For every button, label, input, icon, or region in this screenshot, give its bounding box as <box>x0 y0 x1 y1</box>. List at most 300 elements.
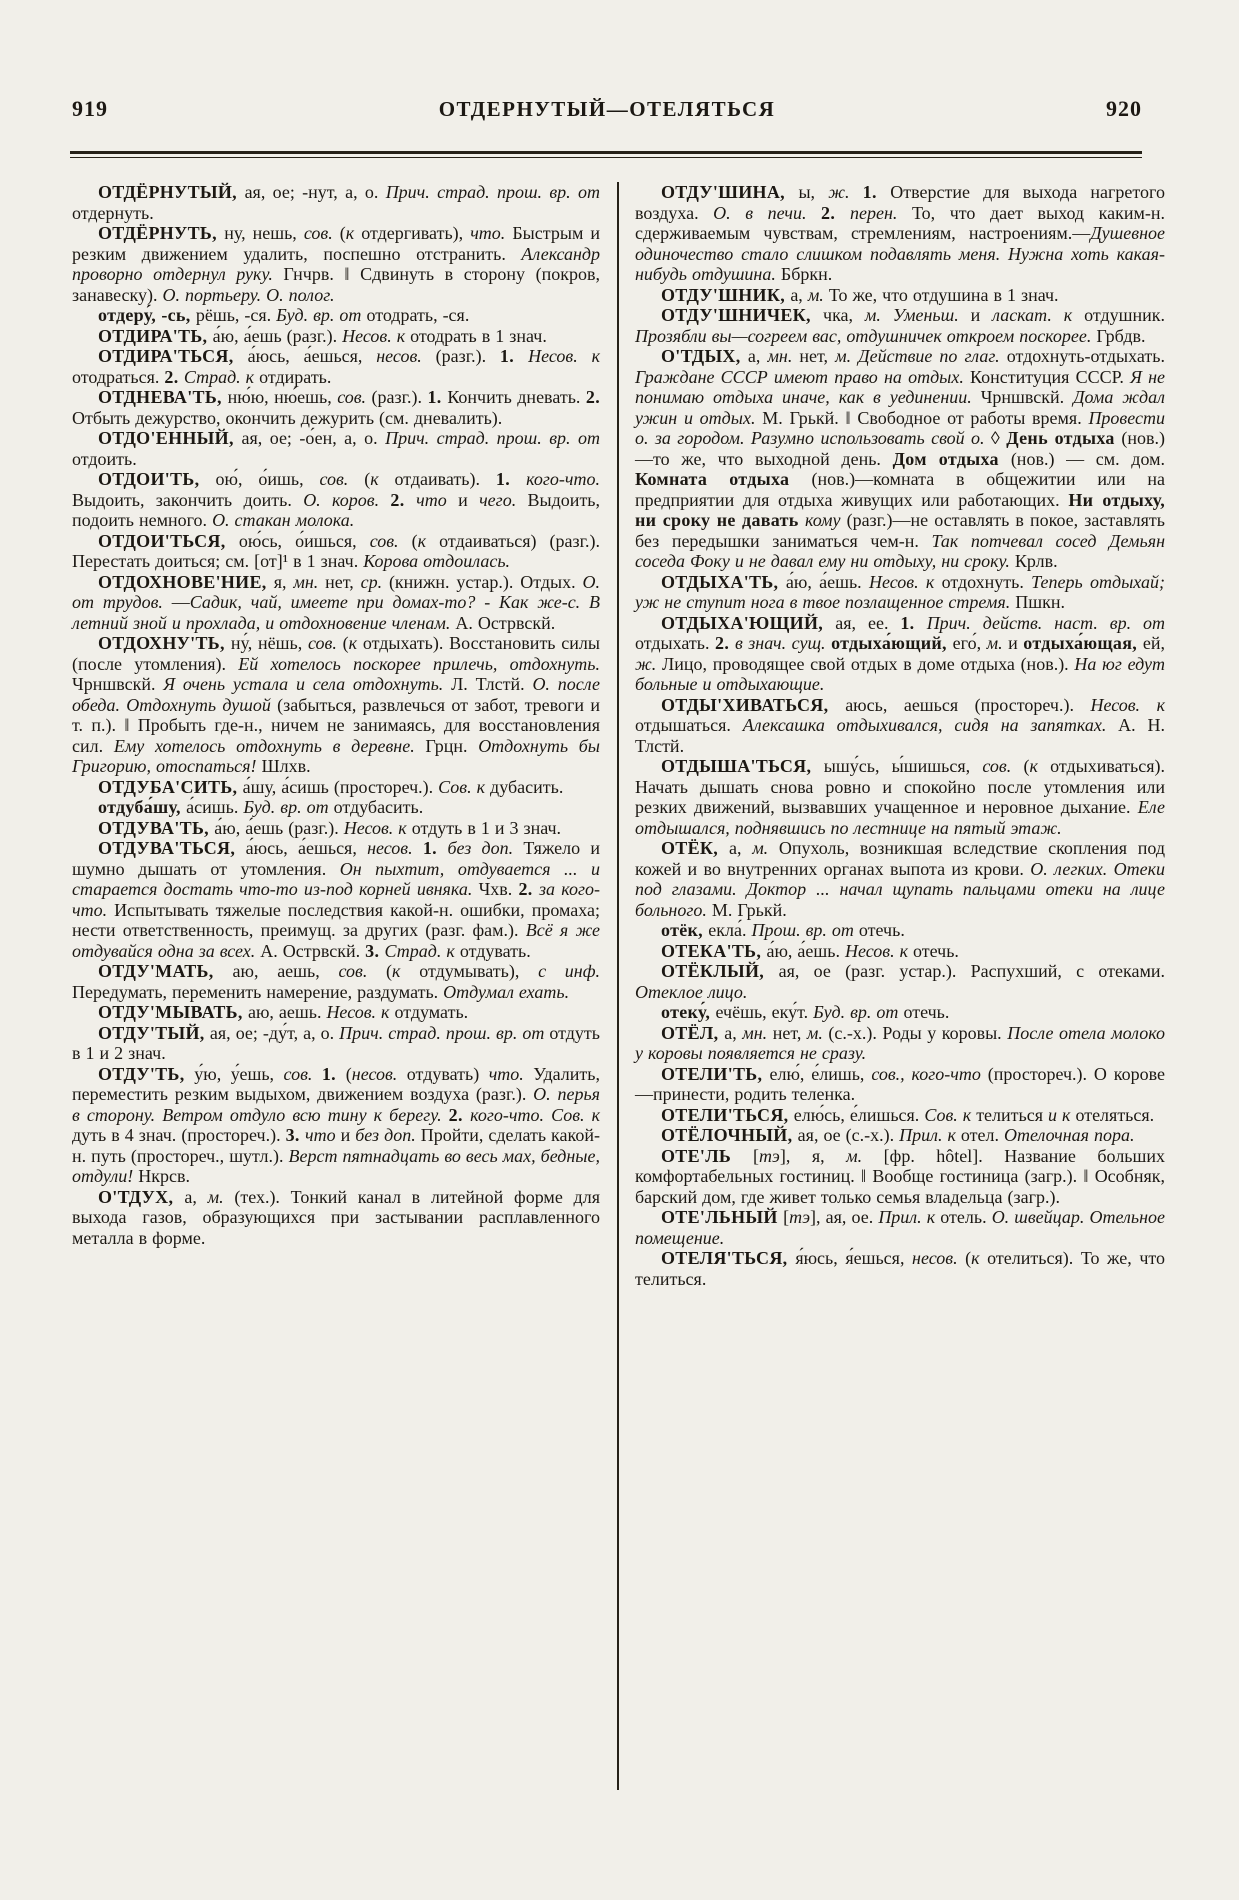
bold-text: ОТДУ'ШНИК, <box>661 284 791 305</box>
italic-text: Александр проворно отдернул руку. <box>72 243 600 284</box>
italic-text: Ей хотелось поскорее прилечь, отдохнуть. <box>238 653 600 674</box>
plain-text: (разг.). <box>435 346 500 366</box>
plain-text: отечь. <box>858 920 905 940</box>
italic-text: ласкат. к <box>992 305 1085 325</box>
plain-text: ышу́сь, ы́шишься, <box>823 756 983 776</box>
plain-text: Грбдв. <box>1096 325 1146 346</box>
bold-text: отеку́, <box>661 1002 716 1022</box>
italic-text: Несов. к <box>342 325 411 346</box>
plain-text: Конституция СССР. <box>970 366 1131 387</box>
italic-text: кого-что. <box>470 1104 552 1125</box>
bold-text: Ни отдыху, ни сроку не давать <box>635 489 1165 530</box>
italic-text: Прил. к <box>878 1207 941 1227</box>
plain-text: А. Н. Тлстй. <box>635 715 1165 756</box>
plain-text: аю, аешь, <box>232 961 339 981</box>
dictionary-entry <box>635 1002 1165 1023</box>
plain-text: нет, <box>799 346 836 366</box>
bold-text: О'ТДУХ, <box>98 1186 185 1207</box>
plain-text: а́юсь, а́ешься, <box>245 838 368 858</box>
plain-text: ая, ое (разг. устар.). Распухший, с отеками. <box>778 961 1166 981</box>
bold-text: 1. <box>422 838 448 858</box>
bold-text: ОТДУВА'ТЬСЯ, <box>98 838 246 858</box>
dictionary-entry <box>635 1125 1165 1146</box>
plain-text: аюсь, аешься (простореч.). <box>845 694 1091 715</box>
dictionary-entry <box>72 633 600 777</box>
bold-text: Дом отдыха <box>892 448 1011 469</box>
plain-text: ( <box>364 469 371 489</box>
italic-text: Прил. к <box>899 1125 961 1145</box>
plain-text: Шлхв. <box>261 756 311 776</box>
dictionary-entry <box>72 531 600 572</box>
italic-text: сов. <box>283 1063 322 1084</box>
bold-text: ОТДО'ЕННЫЙ, <box>98 428 242 448</box>
plain-text: отдумать. <box>394 1002 469 1022</box>
italic-text: Отдумал ехать. <box>443 981 570 1002</box>
column-divider <box>617 182 619 1790</box>
plain-text: нет, <box>772 1022 807 1043</box>
plain-text: отдыхать). Восстановить силы (после утомления). <box>72 633 601 674</box>
dictionary-entry <box>635 572 1165 613</box>
italic-text: Отеклое лицо. <box>635 981 748 1002</box>
italic-text: О. после обеда. Отдохнуть душой <box>72 674 601 715</box>
plain-text: отечь. <box>903 1002 950 1022</box>
dictionary-entry <box>72 469 600 531</box>
bold-text: 1. <box>900 612 927 633</box>
dictionary-entry <box>635 305 1165 346</box>
italic-text: Всё я же отдувайся одна за всех. <box>72 920 600 961</box>
plain-text: чка, <box>823 305 865 325</box>
italic-text: ж. <box>828 182 863 202</box>
italic-text: сов. <box>337 387 372 407</box>
italic-text: в знач. сущ. <box>734 633 832 653</box>
left-column <box>72 182 600 1248</box>
plain-text: ая, ое; -ду́т, а, о. <box>209 1022 340 1043</box>
bold-text: ОТДЁРНУТЫЙ, <box>98 182 245 202</box>
bold-text: 2. <box>390 489 417 510</box>
italic-text: несов. <box>912 1248 966 1268</box>
italic-text: Прич. страд. прош. вр. от <box>385 182 600 202</box>
dictionary-entry <box>72 572 600 634</box>
italic-text: Несов. к <box>528 346 600 366</box>
italic-text: м. <box>807 284 829 305</box>
italic-text: м. <box>986 633 1009 653</box>
plain-text: а́ю, а́ешь. <box>766 940 845 961</box>
italic-text: сов. <box>308 633 343 653</box>
italic-text: Прош. вр. от <box>751 920 859 940</box>
dictionary-entry <box>72 1023 600 1064</box>
italic-text: м. <box>806 1022 829 1043</box>
italic-text: к <box>348 633 363 653</box>
italic-text: кого-что. <box>526 469 601 489</box>
plain-text: То же, что отдушина в 1 знач. <box>828 284 1059 305</box>
plain-text: ( <box>1023 756 1030 776</box>
plain-text: а́юсь, а́ешься, <box>247 346 377 366</box>
plain-text: а, <box>724 1022 743 1043</box>
plain-text: отодрать, -ся. <box>366 305 470 325</box>
plain-text: рёшь, -ся. <box>195 305 277 325</box>
bold-text: ОТДЫХА'ЮЩИЙ, <box>661 612 836 633</box>
bold-text: ОТДУ'ШНИЧЕК, <box>661 305 824 325</box>
italic-text: ср. <box>360 571 389 592</box>
bold-text: ОТДОИ'ТЬ, <box>98 469 216 489</box>
italic-text: Теперь отдыхай; уж не ступит нога в твое позлащенное стремя. <box>635 571 1166 612</box>
plain-text: дуть в 4 знач. (простореч.). <box>72 1125 286 1145</box>
running-header <box>72 96 1142 122</box>
italic-text: Буд. вр. от <box>813 1002 904 1022</box>
italic-text: Несов. к <box>844 940 913 961</box>
plain-text: Пшкн. <box>1015 592 1065 612</box>
italic-text: Отелочная пора. <box>1004 1125 1135 1145</box>
italic-text: кому <box>804 510 847 530</box>
italic-text: О. в печи. <box>713 202 822 223</box>
italic-text: к <box>392 961 420 981</box>
plain-text: Чхв. <box>478 879 519 899</box>
italic-text: к <box>1029 756 1051 776</box>
plain-text: екла́. <box>708 920 752 940</box>
bold-text: ОТЁКЛЫЙ, <box>661 961 779 981</box>
bold-text: ОТДЫША'ТЬСЯ, <box>661 756 824 776</box>
italic-text: мн. <box>742 1022 773 1043</box>
plain-text: Крлв. <box>1014 551 1058 571</box>
dictionary-entry <box>72 305 600 326</box>
plain-text: ( <box>411 530 418 551</box>
bold-text: ОТДИРА'ТЬСЯ, <box>98 346 248 366</box>
plain-text: ( <box>342 633 349 653</box>
bold-text: 2. <box>821 202 851 223</box>
plain-text: елю́сь, е́лишься. <box>793 1104 925 1125</box>
italic-text: О. портьеру. О. полог. <box>162 284 335 305</box>
bold-text: отдыха́ющая, <box>1023 633 1143 653</box>
bold-text: ОТДНЕВА'ТЬ, <box>98 387 228 407</box>
plain-text: ну́, нёшь, <box>230 633 308 653</box>
dictionary-entry <box>635 1248 1165 1289</box>
bold-text: ОТДУВА'ТЬ, <box>98 817 215 838</box>
italic-text: м. Действие по глаг. <box>835 346 1007 366</box>
plain-text: отдуть в 1 и 3 знач. <box>411 817 562 838</box>
italic-text: Я очень устала и села отдохнуть. <box>163 674 452 694</box>
plain-text: М. Грькй. ‖ Свободное от работы время. <box>762 407 1089 428</box>
plain-text: — <box>171 592 190 612</box>
dictionary-entry <box>635 695 1165 757</box>
plain-text: а́ю, а́ешь (разг.). <box>212 325 343 346</box>
italic-text: что. <box>488 1063 534 1084</box>
plain-text: (книжн. устар.). Отдых. <box>388 571 583 592</box>
plain-text: (разг.). <box>371 387 428 407</box>
italic-text: Ему хотелось отдохнуть в деревне. <box>113 735 426 756</box>
plain-text: А. Острвскй. <box>260 940 366 961</box>
plain-text: отдохнуть. <box>941 571 1032 592</box>
dictionary-entry <box>635 1105 1165 1126</box>
italic-text: Прич. страд. прош. вр. от <box>385 428 600 448</box>
plain-text: ], ая, ое. <box>810 1207 879 1227</box>
plain-text: аю, аешь. <box>247 1002 327 1022</box>
plain-text: а́шу, а́сишь (простореч.). <box>242 776 439 797</box>
bold-text: 2. <box>715 633 735 653</box>
plain-text: и <box>340 1125 356 1145</box>
plain-text: отдаиваться) (разг.). Перестать доиться; см. [от]¹ в 1 знач. <box>72 530 600 571</box>
plain-text: отдоить. <box>72 448 137 469</box>
plain-text: отеляться. <box>1075 1104 1155 1125</box>
italic-text: Алексашка отдыхивался, сидя на запятках. <box>742 715 1119 735</box>
bold-text: ОТДУ'МЫВАТЬ, <box>98 1002 248 1022</box>
plain-text: ей, <box>1142 633 1165 653</box>
plain-text: Отверстие для выхода нагретого воздуха. <box>635 182 1165 223</box>
plain-text: Тяжело и шумно дышать от утомления. <box>72 838 600 879</box>
italic-text: к <box>370 469 395 489</box>
plain-text: Выдоить, подоить немного. <box>72 489 601 530</box>
plain-text: [ <box>752 1145 759 1166</box>
italic-text: мн. <box>767 346 800 366</box>
italic-text: О. легких. Отеки под глазами. Доктор ... начал щупать пальцами отеки на лице больного. <box>635 858 1166 920</box>
dictionary-entry <box>635 756 1165 838</box>
plain-text: и <box>458 489 480 510</box>
plain-text: отелиться). То же, что телиться. <box>635 1248 1166 1289</box>
plain-text: я́юсь, я́ешься, <box>795 1248 913 1268</box>
plain-text: Передумать, переменить намерение, раздумать. <box>72 981 444 1002</box>
italic-text: к <box>345 223 362 243</box>
italic-text: Буд. вр. от <box>243 797 334 817</box>
plain-text: [фр. hôtel]. Название больших комфортабельных гостиниц. ‖ Вообще гостиница (загр.). ‖ Особняк, барский дом, где живет только семья владельца (загр.). <box>635 1145 1166 1207</box>
dictionary-entry <box>635 1207 1165 1248</box>
plain-text: и <box>970 305 993 325</box>
plain-text: Пройти, сделать какой-н. путь (простореч., шутл.). <box>72 1125 600 1166</box>
plain-text: отдергивать), <box>361 223 471 243</box>
italic-text: без доп. <box>447 838 524 858</box>
page-number-right: 920 <box>1106 96 1142 121</box>
italic-text: ж. <box>635 653 662 674</box>
bold-text: 2. <box>518 879 540 899</box>
italic-text: к <box>417 530 440 551</box>
italic-text: Провести о. за городом. Разумно использовать свой о. <box>635 407 1165 448</box>
bold-text: ОТДУ'МАТЬ, <box>98 961 233 981</box>
plain-text: Отбыть дежурство, окончить дежурить (см. дневалить). <box>72 407 503 428</box>
plain-text: отель. <box>940 1207 992 1227</box>
plain-text: ( <box>386 961 393 981</box>
italic-text: что <box>305 1125 341 1145</box>
plain-text: а́сишь. <box>186 797 244 817</box>
plain-text: отдуть в 1 и 2 знач. <box>72 1022 600 1063</box>
plain-text: (нов.) — см. дом. <box>1010 448 1165 469</box>
plain-text: Л. Тлстй. <box>451 674 533 694</box>
bold-text: ОТДЁРНУТЬ, <box>98 223 225 243</box>
bold-text: 3. <box>285 1125 306 1145</box>
plain-text: (нов.)—комната в общежитии или на предприятии для отдыха живущих или работающих. <box>635 469 1165 510</box>
dictionary-entry <box>635 1023 1165 1064</box>
italic-text: м. <box>752 838 779 858</box>
bold-text: 1. <box>862 182 891 202</box>
plain-text: Чрншвскй. <box>72 674 164 694</box>
plain-text: Нкрсв. <box>138 1166 190 1186</box>
plain-text: ая, ое; -нут, а, о. <box>244 182 386 202</box>
italic-text: Прич. страд. прош. вр. от <box>339 1022 550 1043</box>
bold-text: О'ТДЫХ, <box>661 346 748 366</box>
italic-text: Он пыхтит, отдувается ... и старается достать что-то из-под корней ивняка. <box>72 858 600 899</box>
bold-text: отдеру́, -сь, <box>98 305 196 325</box>
plain-text: ая, ое; -о́ен, а, о. <box>241 428 386 448</box>
italic-text: тэ <box>758 1145 780 1166</box>
dictionary-entry <box>635 941 1165 962</box>
italic-text: сов., кого-что <box>871 1063 988 1084</box>
plain-text: ою́, о́ишь, <box>215 469 320 489</box>
plain-text: Удалить, переместить резким выдыхом, движением воздуха (разг.). <box>72 1063 600 1104</box>
italic-text: Отдохнуть бы Григорию, отоспаться! <box>72 735 600 776</box>
plain-text: а́ю, а́ешь. <box>785 571 869 592</box>
italic-text: Несов. к <box>1090 694 1165 715</box>
plain-text: отдышаться. <box>635 715 743 735</box>
dictionary-entry <box>72 797 600 818</box>
italic-text: мн. <box>293 571 326 592</box>
italic-text: Прич. действ. наст. вр. от <box>926 612 1165 633</box>
italic-text: за кого-что. <box>72 879 600 920</box>
plain-text: а́ю, а́ешь (разг.). <box>214 817 344 838</box>
italic-text: О. коров. <box>303 489 391 510</box>
italic-text: сов. <box>369 530 412 551</box>
italic-text: Сов. к <box>924 1104 977 1125</box>
dictionary-entry <box>635 346 1165 572</box>
italic-text: Граждане СССР имеют право на отдых. <box>635 366 971 387</box>
plain-text: ню́ю, ню́ешь, <box>227 387 338 407</box>
italic-text: Страд. к <box>183 366 260 387</box>
italic-text: О. швейцар. Отельное помещение. <box>635 1207 1165 1248</box>
dictionary-entry <box>635 285 1165 306</box>
plain-text: у́ю, у́ешь, <box>194 1063 284 1084</box>
bold-text: ОТДОИ'ТЬСЯ, <box>98 530 239 551</box>
dictionary-entry <box>635 920 1165 941</box>
plain-text: ( <box>345 1063 352 1084</box>
italic-text: к <box>971 1248 988 1268</box>
italic-text: м. <box>207 1186 235 1207</box>
header-rule <box>70 151 1142 158</box>
bold-text: День отдыха <box>1006 428 1122 448</box>
bold-text: ОТДУБА'СИТЬ, <box>98 776 243 797</box>
plain-text: дубасить. <box>490 776 564 797</box>
plain-text: отдубасить. <box>333 797 424 817</box>
bold-text: ОТЕЛЯ'ТЬСЯ, <box>661 1248 796 1268</box>
plain-text: отечь. <box>913 940 959 961</box>
italic-text: Прозябли вы—согреем вас, отдушничек откроем поскорее. <box>635 325 1097 346</box>
plain-text: а, <box>184 1186 208 1207</box>
italic-text: перен. <box>850 202 912 223</box>
dictionary-entry <box>72 346 600 387</box>
plain-text: отдаивать). <box>394 469 496 489</box>
plain-text: а, <box>729 838 753 858</box>
bold-text: ОТЕ'ЛЬ <box>661 1145 753 1166</box>
bold-text: 1. <box>499 346 529 366</box>
plain-text: (тех.). Тонкий канал в литейной форме для выхода газов, образующихся при застывании расплавленного металла в форме. <box>72 1186 600 1248</box>
italic-text: Несов. к <box>868 571 942 592</box>
right-column <box>635 182 1165 1289</box>
dictionary-entry <box>72 961 600 1002</box>
italic-text: Несов. к <box>343 817 412 838</box>
dictionary-entry <box>72 818 600 839</box>
plain-text: отдернуть. <box>72 202 154 223</box>
italic-text: О. от трудов. <box>72 571 600 612</box>
italic-text: Я не понимаю отдыха иначе, как в уединении. <box>635 366 1166 407</box>
dictionary-entry <box>72 182 600 223</box>
italic-text: сов. <box>303 223 340 243</box>
dictionary-entry <box>635 1064 1165 1105</box>
dictionary-entry <box>72 777 600 798</box>
italic-text: тэ <box>789 1207 811 1227</box>
plain-text: отдувать. <box>459 940 531 961</box>
bold-text: 2. <box>448 1104 471 1125</box>
italic-text: Еле отдышался, поднявшись по лестнице на пятый этаж. <box>635 797 1165 838</box>
italic-text: м. Уменьш. <box>864 305 971 325</box>
plain-text: ( <box>339 223 346 243</box>
plain-text: ая, ее. <box>835 612 901 633</box>
italic-text: Сов. к <box>438 776 491 797</box>
bold-text: ОТЁЛОЧНЫЙ, <box>661 1125 798 1145</box>
plain-text: ая, ое (с.-х.). <box>797 1125 900 1145</box>
italic-text: что. <box>470 223 513 243</box>
plain-text: отдувать) <box>406 1063 489 1084</box>
bold-text: ОТЁК, <box>661 838 730 858</box>
italic-text: Душевное одиночество стало слишком подавлять меня. Нужна хоть какая-нибудь отдушина. <box>635 223 1165 284</box>
dictionary-entry <box>72 387 600 428</box>
dictionary-entry <box>635 838 1165 920</box>
italic-text: несов. <box>351 1063 407 1084</box>
dictionary-entry <box>72 1187 600 1249</box>
plain-text: отдумывать), <box>419 961 539 981</box>
plain-text: Лицо, проводящее свой отдых в доме отдыха (нов.). <box>661 653 1075 674</box>
bold-text: ОТЁЛ, <box>661 1022 725 1043</box>
bold-text: 1. <box>427 387 448 407</box>
bold-text: 1. <box>495 469 527 489</box>
dictionary-entry <box>72 838 600 961</box>
plain-text: отдохнуть-отдыхать. <box>1006 346 1165 366</box>
plain-text: Кончить дневать. <box>447 387 586 407</box>
italic-text: м. <box>846 1145 884 1166</box>
italic-text: несов. <box>376 346 436 366</box>
plain-text: Опухоль, возникшая вследствие скопления под кожей и во внутренних органах выпота из крови. <box>635 838 1165 879</box>
plain-text: Чрншвскй. <box>980 387 1074 407</box>
bold-text: ОТДЫХА'ТЬ, <box>661 571 786 592</box>
plain-text: отдыхать. <box>635 633 716 653</box>
plain-text: отдирать. <box>259 366 332 387</box>
italic-text: О. перья в сторону. Ветром отдуло всю тину к берегу. <box>72 1084 601 1125</box>
italic-text: Сов. к <box>551 1104 600 1125</box>
text-columns <box>72 182 1165 1790</box>
dictionary-entry <box>635 1146 1165 1208</box>
italic-text: и к <box>1048 1104 1076 1125</box>
bold-text: 3. <box>365 940 385 961</box>
plain-text: То, что дает выход каким-н. сдерживаемым чувствам, стремлениям, настроениям.— <box>635 202 1166 243</box>
plain-text: ◊ <box>990 428 1007 448</box>
bold-text: ОТЕКА'ТЬ, <box>661 940 767 961</box>
plain-text: ], я, <box>779 1145 847 1166</box>
bold-text: ОТДУ'ТЫЙ, <box>98 1022 210 1043</box>
italic-text: Буд. вр. от <box>276 305 367 325</box>
dictionary-entry <box>635 961 1165 1002</box>
bold-text: 2. <box>585 387 600 407</box>
italic-text: Несов. к <box>326 1002 395 1022</box>
italic-text: После отела молоко у коровы появляется не сразу. <box>635 1022 1165 1063</box>
plain-text: Выдоить, закончить доить. <box>72 489 304 510</box>
plain-text: Гнчрв. ‖ Сдвинуть в сторону (покров, занавеску). <box>72 264 600 305</box>
bold-text: 2. <box>164 366 184 387</box>
plain-text: Грцн. <box>425 735 479 756</box>
dictionary-entry <box>72 428 600 469</box>
bold-text: Комната отдыха <box>635 469 812 489</box>
dictionary-entry <box>635 182 1165 285</box>
bold-text: ОТЕЛИ'ТЬ, <box>661 1063 770 1084</box>
italic-text: несов. <box>367 838 423 858</box>
italic-text: Верст пятнадцать во весь мах, бедные, отдули! <box>72 1145 600 1186</box>
plain-text: (с.-х.). Роды у коровы. <box>828 1022 1008 1043</box>
bold-text: ОТДИРА'ТЬ, <box>98 325 213 346</box>
plain-text: и <box>1008 633 1024 653</box>
plain-text: нет, <box>325 571 361 592</box>
